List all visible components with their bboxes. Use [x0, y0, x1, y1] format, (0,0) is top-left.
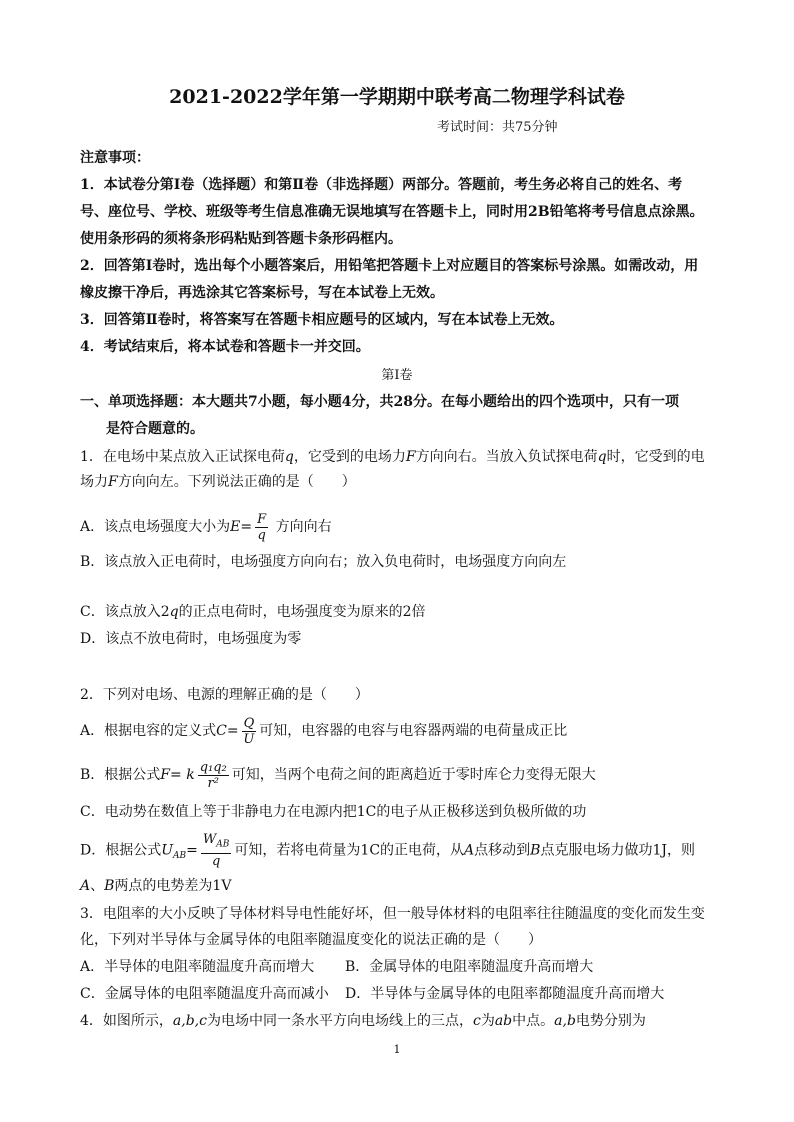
equals-sign: = [226, 723, 239, 739]
var-q: q [597, 449, 607, 465]
q1-stem-text: ，它受到的电场力 [293, 449, 406, 465]
equals-sign: = [186, 842, 198, 859]
notice-line: 橡皮擦干净后，再选涂其它答案标号，写在本试卷上无效。 [80, 285, 444, 301]
fraction [242, 716, 257, 747]
q2-option-d [80, 832, 695, 873]
separator: 、 [90, 878, 105, 894]
notice-heading: 注意事项： [80, 150, 150, 166]
point-B: B [104, 878, 115, 894]
notice-line: 3．回答第Ⅱ卷时，将答案写在答题卡相应题号的区域内，写在本试卷上无效。 [80, 312, 564, 328]
var-E: E [230, 519, 241, 535]
denominator: U [243, 731, 255, 747]
notice-line: 4．考试结束后，将本试卷和答题卡一并交回。 [80, 339, 370, 355]
denominator: q [211, 853, 221, 869]
var-U: U [161, 842, 174, 859]
exam-title: 2021-2022学年第一学期期中联考高二物理学科试卷 [169, 86, 625, 108]
q1-stem-text: 场力 [80, 474, 108, 490]
option-text: 两点的电势差为1V [114, 878, 232, 894]
option-text: 可知，电容器的电容与电容器两端的电荷量成正比 [259, 723, 568, 739]
equals-sign: = [170, 767, 182, 783]
fraction [198, 760, 229, 791]
part-heading-cont: 是符合题意的。 [106, 421, 204, 437]
fraction [201, 832, 232, 869]
fraction [255, 512, 268, 543]
numerator: q₁q₂ [199, 759, 227, 775]
point-A: A [80, 878, 91, 894]
notice-line: 1．本试卷分第Ⅰ卷（选择题）和第Ⅱ卷（非选择题）两部分。答题前，考生务必将自己的姓名、考 [80, 177, 683, 193]
q2-option-c: C．电动势在数值上等于非静电力在电源内把1C的电子从正极移送到负极所做的功 [80, 804, 587, 820]
denominator: q [257, 527, 266, 543]
q1-stem [80, 472, 356, 492]
q4-stem-text: 为 [480, 1013, 495, 1029]
point-A: A [464, 842, 475, 859]
option-text: D．根据公式 [80, 842, 162, 859]
var-q: q [169, 604, 179, 620]
option-text: A．根据电容的定义式 [80, 723, 217, 739]
q1-stem-text: 方向向左。下列说法正确的是（ ） [117, 474, 356, 490]
notice-line: 使用条形码的须将条形码粘贴到答题卡条形码框内。 [80, 231, 402, 247]
q2-option-d-cont [80, 876, 231, 896]
notice-line: 2．回答第Ⅰ卷时，选出每个小题答案后，用铅笔把答题卡上对应题目的答案标号涂黑。如需改动，用 [80, 258, 699, 274]
q1-stem-text: 时，它受到的电 [606, 449, 705, 465]
option-text: 点移动到 [474, 842, 531, 859]
equals-sign: = [240, 519, 253, 535]
option-text: B．根据公式 [80, 767, 161, 783]
var-F: F [108, 474, 118, 490]
var-abc: a,b,c [172, 1013, 207, 1029]
q3-option-d: D．半导体与金属导体的电阻率都随温度升高而增大 [345, 986, 665, 1002]
q4-stem-text: 4．如图所示， [80, 1013, 173, 1029]
q1-option-b: B．该点放入正电荷时，电场强度方向向右；放入负电荷时，电场强度方向向左 [80, 554, 567, 570]
q2-option-b [80, 758, 596, 792]
option-text: A．该点电场强度大小为 [80, 519, 231, 535]
q1-stem-text: 方向向右。当放入负试探电荷 [415, 449, 598, 465]
point-B: B [530, 842, 541, 859]
q3-option-a: A．半导体的电阻率随温度升高而增大 [80, 959, 315, 975]
q1-option-a [80, 510, 332, 544]
q4-stem [80, 1011, 646, 1031]
var-c: c [472, 1013, 481, 1029]
option-text: 可知，若将电荷量为1C的正电荷，从 [234, 842, 465, 859]
q4-stem-text: 电势分别为 [575, 1013, 646, 1029]
numerator: Q [243, 715, 255, 731]
q1-stem-text: 1．在电场中某点放入正试探电荷 [80, 449, 285, 465]
q3-stem: 化，下列对半导体与金属导体的电阻率随温度变化的说法正确的是（ ） [80, 932, 542, 948]
q2-option-a [80, 714, 567, 748]
numerator: W [202, 832, 217, 847]
option-text: 的正点电荷时，电场强度变为原来的2倍 [178, 604, 426, 620]
subscript: AB [216, 839, 230, 850]
q4-stem-text: 为电场中同一条水平方向电场线上的三点， [206, 1013, 473, 1029]
q4-stem-text: 中点。 [512, 1013, 555, 1029]
denominator: r² [207, 775, 219, 791]
subscript: AB [173, 851, 187, 862]
q2-stem: 2．下列对电场、电源的理解正确的是（ ） [80, 687, 369, 703]
numerator: F [257, 511, 267, 527]
var-k: k [186, 767, 195, 783]
option-text: 可知，当两个电荷之间的距离趋近于零时库仑力变得无限大 [231, 767, 596, 783]
notice-line: 号、座位号、学校、班级等考生信息准确无误地填写在答题卡上，同时用2B铅笔将考号信息点涂黑。 [80, 204, 704, 220]
option-text: C．该点放入2 [80, 604, 170, 620]
var-ab: a,b [554, 1013, 576, 1029]
q1-stem [80, 447, 705, 467]
var-ab: ab [494, 1013, 513, 1029]
page-number: 1 [393, 1043, 401, 1056]
var-F: F [160, 767, 171, 783]
exam-time: 考试时间：共75分钟 [437, 120, 558, 135]
q3-option-c: C．金属导体的电阻率随温度升高而减小 [80, 986, 329, 1002]
section-heading: 第Ⅰ卷 [381, 368, 413, 383]
option-text: 方向向右 [275, 519, 332, 535]
var-q: q [284, 449, 294, 465]
q3-option-b: B．金属导体的电阻率随温度升高而增大 [345, 959, 594, 975]
q3-stem: 3．电阻率的大小反映了导体材料导电性能好坏，但一般导体材料的电阻率往往随温度的变化而发生变 [80, 906, 705, 922]
var-F: F [405, 449, 416, 465]
q1-option-c [80, 602, 426, 622]
var-C: C [216, 723, 227, 739]
part-heading: 一、单项选择题：本大题共7小题，每小题4分，共28分。在每小题给出的四个选项中，只有一项 [80, 394, 679, 410]
q1-option-d: D．该点不放电荷时，电场强度为零 [80, 631, 302, 647]
option-text: 点克服电场力做功1J，则 [540, 842, 695, 859]
